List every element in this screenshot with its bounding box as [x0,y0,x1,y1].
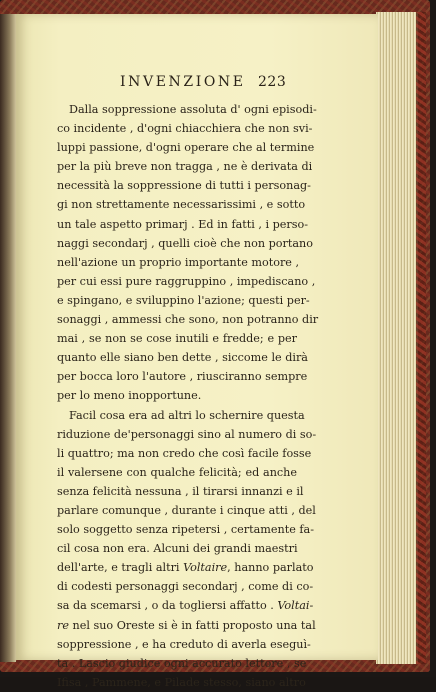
page-number: 223 [258,74,287,90]
text-line: quanto elle siano ben dette , siccome le dirà [57,351,308,365]
text-line: per bocca loro l'autore , riusciranno sempre [57,370,308,384]
text-line: nell'azione un proprio importante motore , [57,255,300,269]
text-line: Dalla soppressione assoluta d' ogni episodi- [69,103,317,116]
text-line: re nel suo Oreste si è in fatti proposto una tal [57,618,316,632]
text-line: ta . Lascio giudice ogni accurato lettore , se [57,656,307,670]
text-line: li quattro; ma non credo che così facile fosse [57,446,312,460]
text-line: Ifisa , Pammene, e Pilade stesso, siano altro [57,675,306,689]
text-line: gi non strettamente necessarissimi , e sotto [57,198,306,212]
text-line: per la più breve non tragga , ne è derivata di [57,160,313,174]
text-line: il valersene con qualche felicità; ed anche [57,465,297,479]
text-line: sa da scemarsi , o da togliersi affatto . Voltai- [57,599,314,613]
text-line: sonaggi , ammessi che sono, non potranno dir [57,313,319,327]
text-line: mai , se non se cose inutili e fredde; e per [57,332,297,346]
text-line: dell'arte, e tragli altri Voltaire, hanno parlato [57,561,314,575]
page-edges [376,12,418,664]
text-line: necessità la soppressione di tutti i personag- [57,179,311,193]
text-line: luppi passione, d'ogni operare che al termine [57,141,315,155]
running-title: INVENZIONE [120,74,246,90]
text-line: per lo meno inopportune. [57,389,202,403]
text-line: per cui essi pure raggruppino , impediscano , [57,274,316,288]
text-line: naggi secondarj , quelli cioè che non portano [57,236,313,250]
text-line: cil cosa non era. Alcuni dei grandi maestri [57,542,298,556]
text-line: di codesti personaggi secondarj , come di co- [57,580,314,594]
text-line: Facil cosa era ad altri lo schernire questa [69,408,305,422]
text-line: e spingano, e sviluppino l'azione; questi per- [57,293,310,307]
text-line: parlare comunque , durante i cinque atti , del [57,503,316,517]
text-line: riduzione de'personaggi sino al numero di so- [57,427,317,441]
text-line: co incidente , d'ogni chiacchiera che non svi- [57,122,313,136]
binding-fold [0,14,16,662]
text-line: senza felicità nessuna , il tirarsi innanzi e il [57,484,304,498]
text-line: solo soggetto senza ripetersi , certamente fa- [57,523,314,537]
text-line: un tale aspetto primarj . Ed in fatti , i perso- [57,217,309,231]
text-line: soppressione , e ha creduto di averla eseguì- [57,637,311,651]
body-text [57,100,319,692]
